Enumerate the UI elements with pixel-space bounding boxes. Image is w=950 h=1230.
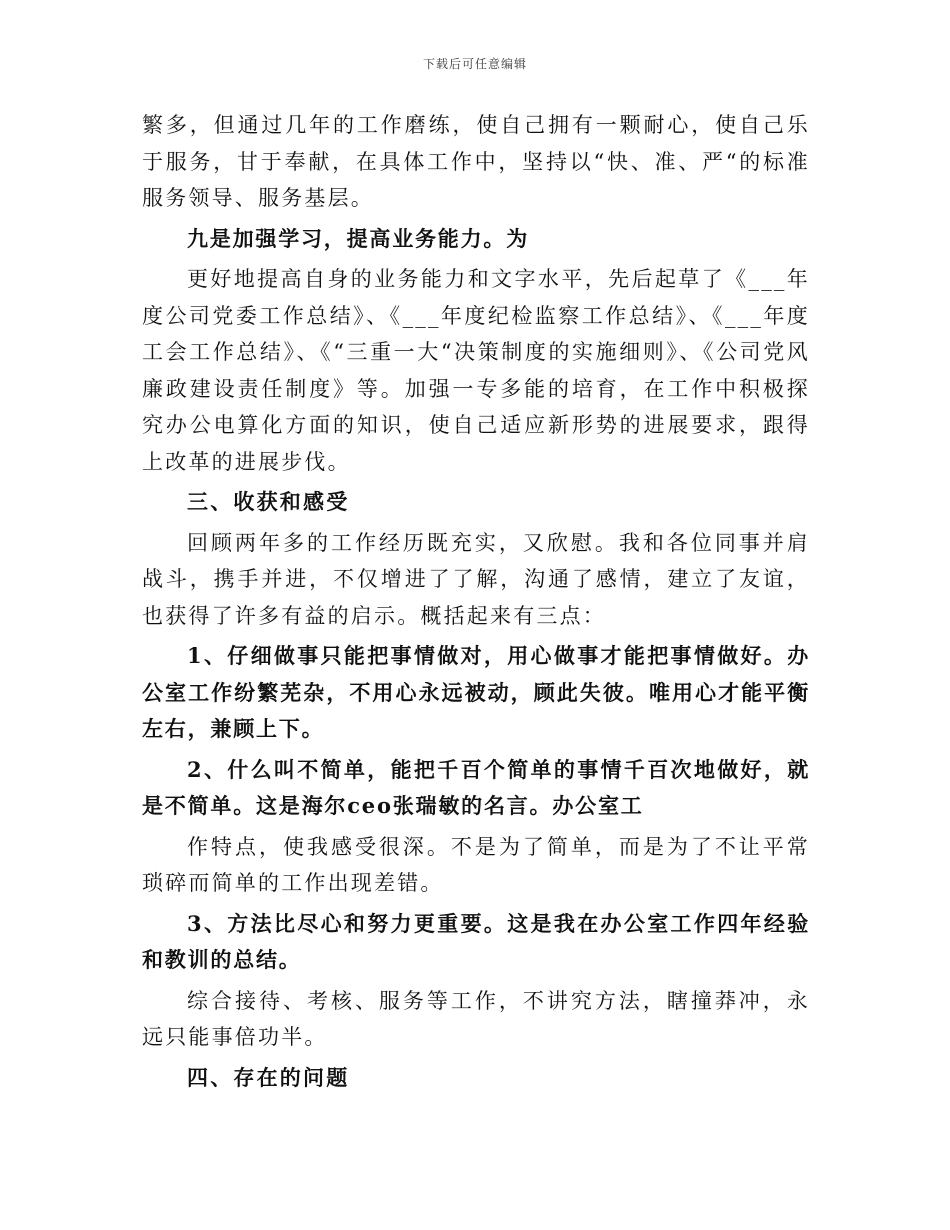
paragraph-continuation: 繁多，但通过几年的工作磨练，使自己拥有一颗耐心，使自己乐于服务，甘于奉献，在具体工作中，坚持以“快、准、严“的标准服务领导、服务基层。: [142, 113, 810, 210]
page-header: 下载后可任意编辑: [422, 57, 527, 71]
paragraph-drafting: 更好地提高自身的业务能力和文字水平，先后起草了《___年度公司党委工作总结》、《___年度纪检监察工作总结》、《___年度工会工作总结》、《“三重一大“决策制度的实施细则》、《公司党风廉政建设责任制度》等。加强一专多能的培育，在工作中积极探究办公电算化方面的知识，使自己适应新形势的进展要求，跟得上改革的进展步伐。: [142, 267, 810, 474]
section-heading-problems: 四、存在的问题: [187, 1064, 350, 1090]
paragraph-insight-three: 3、方法比尽心和努力更重要。这是我在办公室工作四年经验和教训的总结。: [142, 910, 810, 972]
document-body: [142, 107, 810, 1100]
paragraph-insight-one: 1、仔细做事只能把事情做对，用心做事才能把事情做好。办公室工作纷繁芜杂，不用心永远被动，顾此失彼。唯用心才能平衡左右，兼顾上下。: [142, 643, 810, 741]
section-heading-gains: 三、收获和感受: [187, 489, 350, 514]
paragraph-insight-two: 2、什么叫不简单，能把千百个简单的事情千百次地做好，就是不简单。这是海尔ceo张瑞敏的名言。办公室工: [142, 756, 810, 818]
paragraph-review: 回顾两年多的工作经历既充实，又欣慰。我和各位同事并肩战斗，携手并进，不仅增进了了解，沟通了感情，建立了友谊，也获得了许多有益的启示。概括起来有三点：: [142, 530, 810, 628]
paragraph-insight-two-detail: 作特点，使我感受很深。不是为了简单，而是为了不让平常琐碎而简单的工作出现差错。: [142, 834, 810, 895]
paragraph-point-nine: 九是加强学习，提高业务能力。为: [187, 225, 529, 251]
paragraph-insight-three-detail: 综合接待、考核、服务等工作，不讲究方法，瞎撞莽冲，永远只能事倍功半。: [142, 988, 810, 1049]
